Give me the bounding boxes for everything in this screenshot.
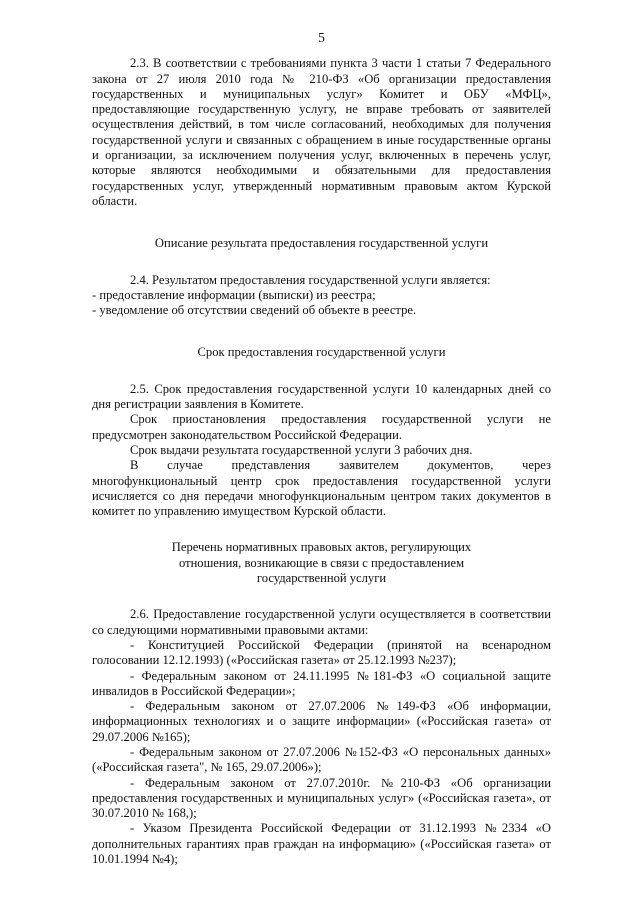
paragraph-2-3: 2.3. В соответствии с требованиями пункта 3 части 1 статьи 7 Федерального закона от 27 июля 2010 года № 210-ФЗ «Об организации предоставления государственных и муниципальных услуг» Комитет и ОБУ «МФЦ», предоставляющие государственную услугу, не вправе требовать от заявителей осуществления действий, в том числе согласований, необходимых для получения государственной услуги и связанных с обращением в иные государственные органы и организации, за исключением получения услуг, включенных в перечень услуг, которые являются необходимыми и обязательными для предоставления государственных услуг, утвержденный нормативным правовым актом Курской области. <box>92 56 551 208</box>
heading-result-description: Описание результата предоставления государственной услуги <box>154 236 489 251</box>
paragraph-2-5: 2.5. Срок предоставления государственной услуги 10 календарных дней со дня регистрации заявления в Комитете. <box>92 381 551 412</box>
legal-act-item: - Конституцией Российской Федерации (принятой на всенародном голосовании 12.12.1993) («Российская газета» от 25.12.1993 №237); <box>92 637 551 668</box>
list-item-result-2: - уведомление об отсутствии сведений об объекте в реестре. <box>92 303 417 318</box>
legal-act-item: - Федеральным законом от 27.07.2010г. №210-ФЗ «Об организации предоставления государственных и муниципальных услуг» («Российская газета», от 30.07.2010 № 168,); <box>92 775 551 821</box>
heading-legal-acts-line-3: государственной услуги <box>256 571 387 586</box>
document-page <box>92 30 551 867</box>
legal-act-item: - Федеральным законом от 27.07.2006 №149-ФЗ «Об информации, информационных технологиях и о защите информации» («Российская газета» от 29.07.2006 №165); <box>92 699 551 744</box>
legal-act-item: - Указом Президента Российской Федерации от 31.12.1993 №2334 «О дополнительных гарантиях прав граждан на информацию» («Российская газета» от 10.01.1994 №4); <box>92 821 551 867</box>
list-item-result-1: - предоставление информации (выписки) из реестра; <box>92 287 376 302</box>
heading-legal-acts-line-1: Перечень нормативных правовых актов, регулирующих <box>171 540 472 555</box>
paragraph-suspension-term: Срок приостановления предоставления государственной услуги не предусмотрен законодательством Российской Федерации. <box>92 412 551 442</box>
page-number: 5 <box>318 30 325 45</box>
legal-act-item: - Федеральным законом от 27.07.2006 №152-ФЗ «О персональных данных» («Российская газета", № 165, 29.07.2006»); <box>92 744 551 775</box>
paragraph-issue-term: Срок выдачи результата государственной услуги 3 рабочих дня. <box>130 442 473 457</box>
paragraph-2-4: 2.4. Результатом предоставления государственной услуги является: <box>130 272 491 287</box>
paragraph-mfc-term: В случае представления заявителем документов, через многофункциональный центр срок предоставления государственной услуги исчисляется со дня передачи многофункциональным центром таких документов в комитет по управлению имуществом Курской области. <box>92 458 551 519</box>
paragraph-2-6: 2.6. Предоставление государственной услуги осуществляется в соответствии со следующими нормативными правовыми актами: <box>92 607 551 637</box>
legal-act-item: - Федеральным законом от 24.11.1995 №181-ФЗ «О социальной защите инвалидов в Российской Федерации»; <box>92 668 551 698</box>
heading-service-term: Срок предоставления государственной услуги <box>197 345 446 360</box>
heading-legal-acts-line-2: отношения, возникающие в связи с предоставлением <box>178 555 465 570</box>
